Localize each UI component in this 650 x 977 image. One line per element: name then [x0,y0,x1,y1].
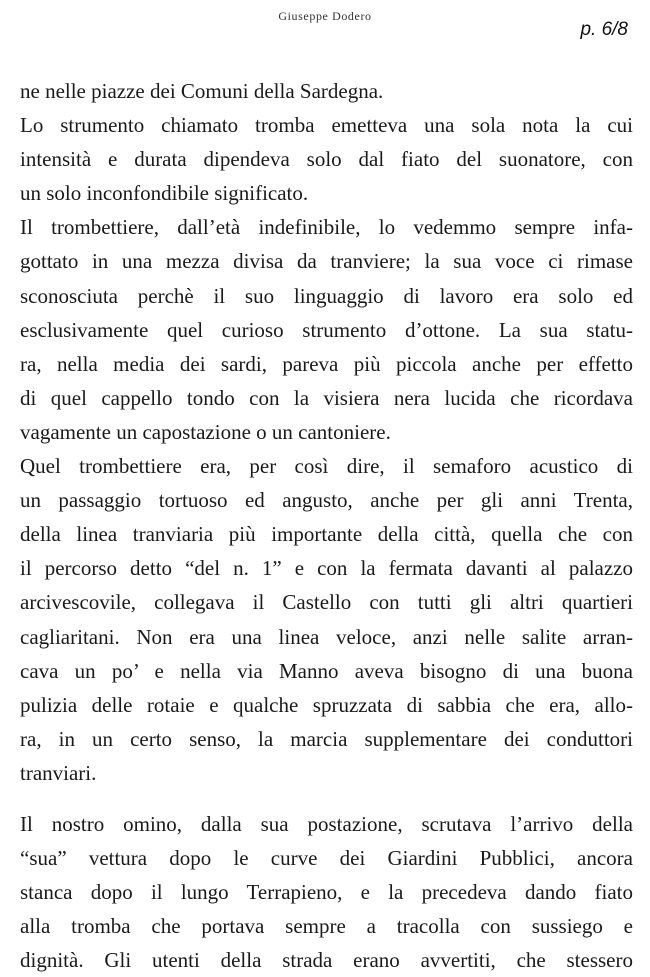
text-line: stanca dopo il lungo Terrapieno, e la precedeva dando fiato [20,880,633,905]
text-line: Lo strumento chiamato tromba emetteva una sola nota la cui [20,113,633,138]
text-line: ra, in un certo senso, la marcia supplementare dei conduttori [20,726,633,751]
paragraph-2 [20,108,633,210]
text-line: cava un po’ e nella via Manno aveva bisogno di una buona [20,658,633,683]
text-line: il percorso detto “del n. 1” e con la fermata davanti al palazzo [20,556,633,581]
text-line: un solo inconfondibile significato. [20,181,309,206]
text-line: intensità e durata dipendeva solo dal fiato del suonatore, con [20,147,633,172]
text-line: alla tromba che portava sempre a tracolla con sussiego e [20,914,633,939]
text-line: esclusivamente quel curioso strumento d’ottone. La sua statu- [20,317,633,342]
paragraph-4 [20,449,633,790]
text-line: vagamente un capostazione o un cantoniere. [20,419,391,444]
text-line: “sua” vettura dopo le curve dei Giardini Pubblici, ancora [20,846,633,871]
text-line: Il nostro omino, dalla sua postazione, scrutava l’arrivo della [20,811,633,836]
text-line: un passaggio tortuoso ed angusto, anche per gli anni Trenta, [20,488,633,513]
paragraph-5 [20,807,633,977]
body-text [20,74,633,977]
text-line: pulizia delle rotaie e qualche spruzzata di sabbia che era, allo- [20,692,633,717]
text-line: sconosciuta perchè il suo linguaggio di lavoro era solo ed [20,283,633,308]
text-line: Quel trombettiere era, per così dire, il semaforo acustico di [20,454,633,479]
text-line: arcivescovile, collegava il Castello con tutti gli altri quartieri [20,590,633,615]
text-line: Il trombettiere, dall’età indefinibile, lo vedemmo sempre infa- [20,215,633,240]
text-line: dignità. Gli utenti della strada erano avvertiti, che stessero [20,948,633,973]
running-head-author: Giuseppe Dodero [278,9,372,23]
text-line: gottato in una mezza divisa da tranviere; la sua voce ci rimase [20,249,633,274]
text-line: tranviari. [20,760,97,785]
text-line: ra, nella media dei sardi, pareva più piccola anche per effetto [20,351,633,376]
paragraph-spacer [20,790,633,807]
page-number: p. 6/8 [580,19,628,40]
paragraph-3 [20,210,633,449]
text-line: di quel cappello tondo con la visiera nera lucida che ricordava [20,385,633,410]
text-line: ne nelle piazze dei Comuni della Sardegna. [20,79,384,103]
text-line: della linea tranviaria più importante della città, quella che con [20,522,633,547]
text-line: cagliaritani. Non era una linea veloce, anzi nelle salite arran- [20,624,633,649]
paragraph-1 [20,74,633,108]
